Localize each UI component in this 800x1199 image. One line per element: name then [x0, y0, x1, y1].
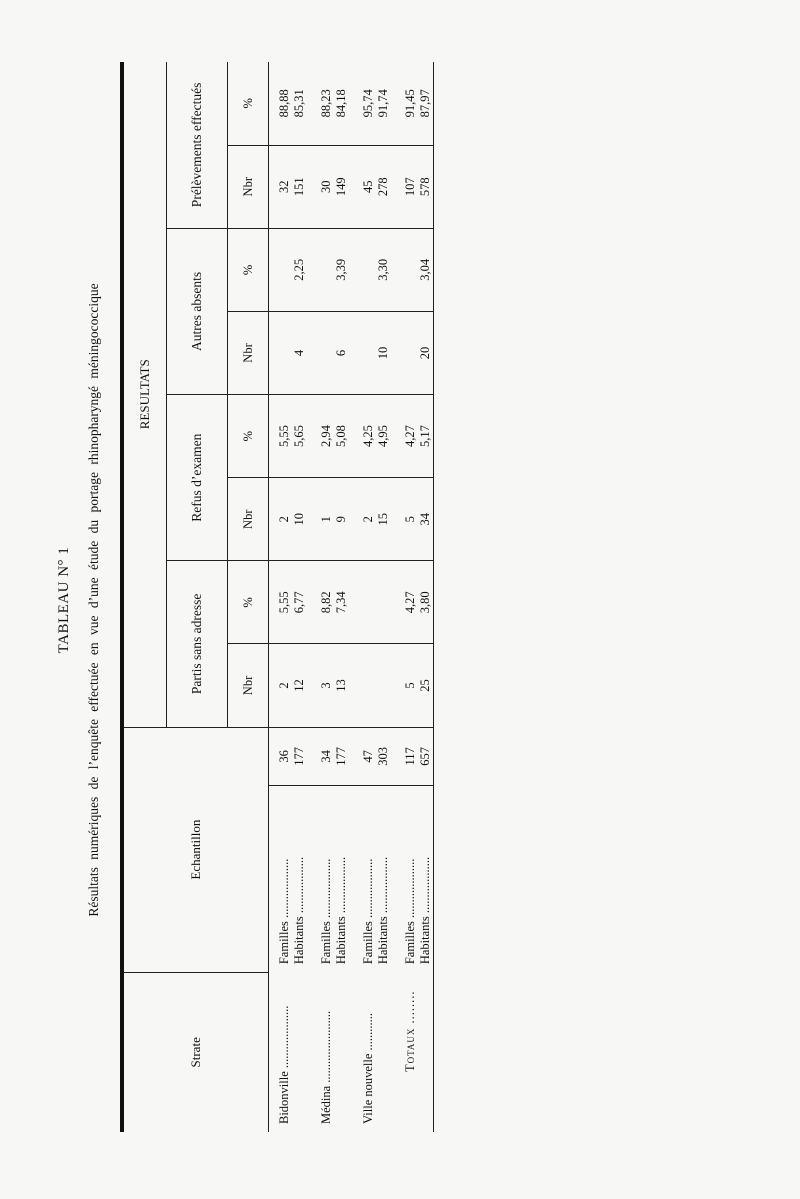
header-pct: % [228, 62, 269, 145]
row-strate: Ville nouvelle ............ [361, 1012, 375, 1124]
row-effectif: 36 [269, 727, 293, 786]
cell-autres-pct: 3,30 [376, 228, 391, 311]
cell-partis-pct: 8,82 [319, 561, 334, 644]
row-effectif: 177 [334, 727, 349, 786]
cell-autres-nbr [361, 311, 376, 394]
cell-refus-nbr: 5 [403, 478, 418, 561]
cell-refus-pct: 4,25 [361, 395, 376, 478]
cell-prelevements-pct: 91,45 [403, 62, 418, 145]
table-header [122, 62, 269, 1132]
cell-partis-nbr: 2 [269, 644, 293, 727]
row-echantillon: Habitants .................. [334, 856, 348, 965]
cell-autres-nbr [403, 311, 418, 394]
row-effectif: 657 [418, 727, 434, 786]
header-autres: Autres absents [167, 228, 228, 394]
cell-refus-nbr: 34 [418, 478, 434, 561]
cell-partis-pct: 6,77 [292, 561, 307, 644]
header-nbr: Nbr [228, 644, 269, 727]
cell-prelevements-nbr: 578 [418, 145, 434, 228]
cell-autres-pct [403, 228, 418, 311]
header-nbr: Nbr [228, 145, 269, 228]
table-row [292, 62, 307, 1132]
table-body [269, 62, 434, 1132]
cell-prelevements-nbr: 149 [334, 145, 349, 228]
cell-autres-pct [269, 228, 293, 311]
cell-autres-pct: 3,04 [418, 228, 434, 311]
header-pct: % [228, 228, 269, 311]
table-row [319, 62, 334, 1132]
row-echantillon: Familles ................... [319, 858, 333, 965]
header-echantillon: Echantillon [122, 727, 269, 972]
header-nbr: Nbr [228, 478, 269, 561]
row-strate [376, 972, 391, 1132]
cell-refus-nbr: 1 [319, 478, 334, 561]
cell-partis-nbr [361, 644, 376, 727]
table-row [418, 62, 434, 1132]
table-row [403, 62, 418, 1132]
cell-autres-nbr: 6 [334, 311, 349, 394]
cell-partis-pct: 5,55 [269, 561, 293, 644]
cell-partis-nbr: 13 [334, 644, 349, 727]
table-title: TABLEAU N° 1 [56, 546, 72, 654]
cell-partis-pct: 4,27 [403, 561, 418, 644]
cell-prelevements-pct: 88,23 [319, 62, 334, 145]
cell-autres-pct: 3,39 [334, 228, 349, 311]
cell-partis-nbr: 12 [292, 644, 307, 727]
rotated-page [50, 50, 770, 1150]
cell-refus-pct: 5,65 [292, 395, 307, 478]
cell-refus-nbr: 10 [292, 478, 307, 561]
cell-prelevements-pct: 84,18 [334, 62, 349, 145]
row-gap [307, 62, 319, 1132]
cell-partis-nbr: 3 [319, 644, 334, 727]
cell-autres-nbr: 4 [292, 311, 307, 394]
row-strate [418, 972, 434, 1132]
cell-refus-nbr: 15 [376, 478, 391, 561]
cell-prelevements-nbr: 45 [361, 145, 376, 228]
header-resultats: RESULTATS [122, 62, 167, 727]
table-row [376, 62, 391, 1132]
table-row [334, 62, 349, 1132]
row-effectif: 177 [292, 727, 307, 786]
cell-prelevements-nbr: 32 [269, 145, 293, 228]
row-strate: Bidonville .................... [277, 1005, 291, 1124]
header-partis: Partis sans adresse [167, 561, 228, 727]
row-echantillon: Habitants .................. [376, 856, 390, 965]
row-strate [292, 972, 307, 1132]
cell-refus-pct: 5,55 [269, 395, 293, 478]
row-strate: Médina ....................... [319, 1010, 333, 1124]
header-nbr: Nbr [228, 311, 269, 394]
row-effectif: 303 [376, 727, 391, 786]
row-echantillon: Familles ................... [361, 858, 375, 965]
row-echantillon: Familles ................... [277, 858, 291, 965]
header-refus: Refus d’examen [167, 395, 228, 561]
results-table [120, 62, 440, 1132]
table-row [361, 62, 376, 1132]
row-echantillon: Habitants .................. [292, 856, 306, 965]
row-gap [391, 62, 403, 1132]
cell-prelevements-pct: 85,31 [292, 62, 307, 145]
row-strate [334, 972, 349, 1132]
header-strate: Strate [122, 972, 269, 1132]
row-effectif: 34 [319, 727, 334, 786]
cell-prelevements-nbr: 151 [292, 145, 307, 228]
cell-prelevements-nbr: 278 [376, 145, 391, 228]
cell-prelevements-pct: 87,97 [418, 62, 434, 145]
cell-autres-nbr: 20 [418, 311, 434, 394]
cell-prelevements-pct: 88,88 [269, 62, 293, 145]
cell-refus-nbr: 2 [361, 478, 376, 561]
cell-autres-nbr [269, 311, 293, 394]
cell-refus-pct: 4,27 [403, 395, 418, 478]
cell-partis-pct: 3,80 [418, 561, 434, 644]
cell-autres-pct: 2,25 [292, 228, 307, 311]
cell-autres-pct [319, 228, 334, 311]
cell-prelevements-nbr: 107 [403, 145, 418, 228]
cell-partis-pct: 7,34 [334, 561, 349, 644]
row-effectif: 117 [403, 727, 418, 786]
cell-prelevements-pct: 95,74 [361, 62, 376, 145]
cell-refus-pct: 5,08 [334, 395, 349, 478]
cell-partis-pct [361, 561, 376, 644]
header-pct: % [228, 561, 269, 644]
cell-prelevements-nbr: 30 [319, 145, 334, 228]
row-echantillon: Familles ................... [403, 858, 417, 965]
table-bottom-rule [434, 62, 441, 1132]
cell-partis-nbr: 25 [418, 644, 434, 727]
row-effectif: 47 [361, 727, 376, 786]
cell-refus-nbr: 2 [269, 478, 293, 561]
cell-partis-nbr: 5 [403, 644, 418, 727]
cell-refus-pct: 4,95 [376, 395, 391, 478]
row-echantillon: Habitants .................. [418, 856, 432, 965]
cell-refus-pct: 5,17 [418, 395, 434, 478]
cell-partis-pct [376, 561, 391, 644]
row-gap [349, 62, 361, 1132]
cell-prelevements-pct: 91,74 [376, 62, 391, 145]
cell-refus-pct: 2,94 [319, 395, 334, 478]
header-prelevements: Prélèvements effectués [167, 62, 228, 228]
header-pct: % [228, 395, 269, 478]
table-subtitle: Résultats numériques de l’enquête effectuée en vue d’une étude du portage rhinopharyngé méningococcique [86, 283, 101, 917]
cell-partis-nbr [376, 644, 391, 727]
cell-autres-pct [361, 228, 376, 311]
row-strate: Totaux ........ [403, 990, 417, 1072]
cell-refus-nbr: 9 [334, 478, 349, 561]
cell-autres-nbr: 10 [376, 311, 391, 394]
cell-autres-nbr [319, 311, 334, 394]
table-row [269, 62, 293, 1132]
